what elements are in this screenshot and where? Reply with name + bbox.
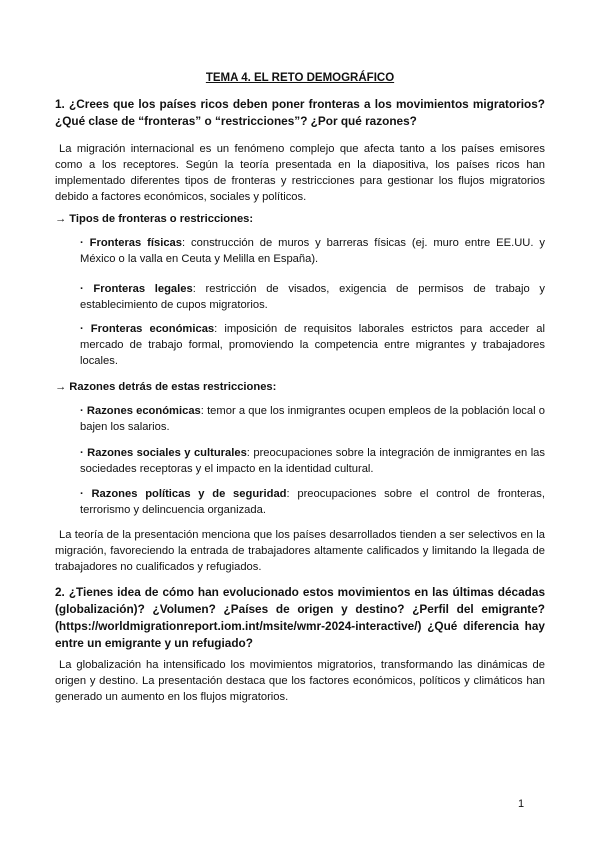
type-item-fisicas	[80, 235, 545, 267]
document-title: TEMA 4. EL RETO DEMOGRÁFICO	[205, 72, 395, 84]
reasons-heading: → Razones detrás de estas restricciones:	[55, 381, 277, 393]
type-item-legales	[80, 281, 545, 313]
type-term: · Fronteras económicas	[80, 323, 215, 335]
type-text: : restricción de visados, exigencia de permisos de trabajo y establecimiento de cupos migratorios.	[80, 283, 545, 311]
reason-item-economicas	[80, 403, 545, 435]
paragraph-globalization: La globalización ha intensificado los movimientos migratorios, transformando las dinámicas de origen y destino. La presentación destaca que los factores económicos, políticos y climáticos han generado un aumento en los flujos migratorios.	[55, 659, 545, 703]
reason-text: : temor a que los inmigrantes ocupen empleos de la población local o bajen los salarios.	[80, 405, 545, 433]
type-term: · Fronteras físicas	[80, 237, 183, 249]
paragraph-selective: La teoría de la presentación menciona que los países desarrollados tienden a ser selectivos en la migración, favoreciendo la entrada de trabajadores altamente calificados y limitando la llegada de trabajadores no cualificados y refugiados.	[55, 529, 545, 573]
type-term: · Fronteras legales	[80, 283, 193, 295]
paragraph-intro: La migración internacional es un fenómeno complejo que afecta tanto a los países emisores como a los receptores. Según la teoría presentada en la diapositiva, los países ricos han implementado diferentes tipos de fronteras y restricciones para gestionar los flujos migratorios debido a factores económicos, sociales y políticos.	[55, 143, 545, 203]
question-1: 1. ¿Crees que los países ricos deben poner fronteras a los movimientos migratorios? ¿Qué clase de “fronteras” o “restricciones”? ¿Por qué razones?	[55, 97, 545, 128]
type-item-economicas	[80, 321, 545, 369]
reason-text: : preocupaciones sobre el control de fronteras, terrorismo y delincuencia organizada.	[80, 488, 545, 516]
reason-term: · Razones sociales y culturales	[80, 447, 247, 459]
reason-item-politicas	[80, 486, 545, 518]
reason-term: · Razones económicas	[80, 405, 201, 417]
reason-text: : preocupaciones sobre la integración de inmigrantes en las sociedades receptoras y el impacto en la identidad cultural.	[80, 447, 545, 475]
reason-term: · Razones políticas y de seguridad	[80, 488, 287, 500]
type-text: : imposición de requisitos laborales estrictos para acceder al mercado de trabajo formal, promoviendo la competencia entre migrantes y trabajadores locales.	[80, 323, 545, 367]
reason-item-sociales	[80, 445, 545, 477]
question-2: 2. ¿Tienes idea de cómo han evolucionado estos movimientos en las últimas décadas (globalización)? ¿Volumen? ¿Países de origen y destino? ¿Perfil del emigrante? (https://worldmigrationreport.iom.int/msite/wmr-2024-interactive/) ¿Qué diferencia hay entre un emigrante y un refugiado?	[55, 585, 545, 650]
type-text: : construcción de muros y barreras físicas (ej. muro entre EE.UU. y México o la valla en Ceuta y Melilla en España).	[80, 237, 546, 265]
page-number: 1	[518, 798, 525, 810]
types-heading: → Tipos de fronteras o restricciones:	[55, 213, 254, 225]
